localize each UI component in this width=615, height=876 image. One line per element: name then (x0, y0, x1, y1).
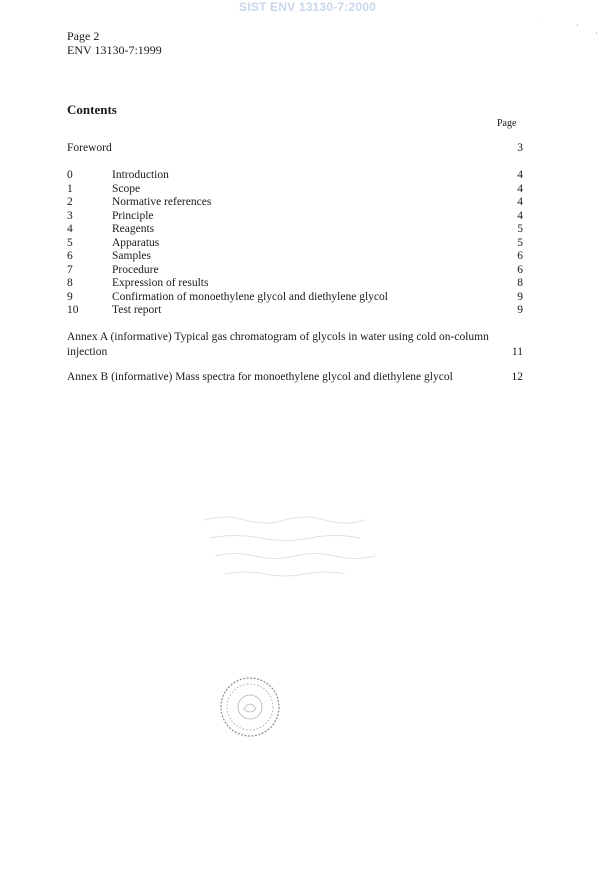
toc-title: Procedure (112, 263, 159, 276)
toc-row[interactable] (67, 195, 523, 209)
toc-row[interactable] (67, 290, 523, 304)
toc-row[interactable] (67, 168, 523, 182)
toc-number: 0 (67, 169, 73, 181)
toc-title: Scope (112, 182, 141, 195)
toc-number: 7 (67, 263, 73, 276)
toc-row[interactable] (67, 236, 523, 250)
toc-page: 4 (517, 196, 523, 208)
toc-number: 8 (67, 277, 73, 289)
toc-page: 3 (517, 142, 523, 154)
toc-title: Foreword (67, 142, 112, 154)
toc-number: 2 (67, 196, 73, 208)
page-number: Page 2 (67, 29, 100, 43)
scan-speck: · (540, 14, 543, 24)
toc-row[interactable] (67, 276, 523, 290)
toc-row[interactable] (67, 209, 523, 223)
toc-row[interactable] (67, 182, 523, 196)
faint-scan-artifact (195, 490, 395, 600)
toc-page: 5 (517, 223, 523, 235)
toc-page: 4 (517, 209, 523, 222)
contents-heading: Contents (67, 102, 117, 117)
toc-title: Reagents (112, 223, 155, 235)
toc-title: Test report (112, 304, 162, 316)
toc-title: Samples (112, 250, 151, 262)
page-column-label: Page (497, 118, 517, 129)
toc-page: 4 (517, 169, 523, 181)
toc-row[interactable] (67, 249, 523, 263)
toc-page: 11 (511, 346, 523, 358)
toc-title: Confirmation of monoethylene glycol and diethylene glycol (112, 290, 388, 303)
toc-number: 10 (67, 304, 79, 316)
toc-page: 4 (517, 182, 523, 195)
toc-page: 6 (517, 263, 523, 276)
watermark: SIST ENV 13130-7:2000 (239, 0, 376, 14)
toc-page: 9 (517, 304, 523, 316)
scan-speck: · (576, 20, 579, 30)
toc-number: 5 (67, 236, 73, 249)
toc-title: Expression of results (112, 277, 209, 289)
toc-row[interactable] (67, 303, 523, 317)
toc-page: 12 (511, 371, 523, 383)
toc-row[interactable] (67, 263, 523, 277)
toc-title: Apparatus (112, 236, 160, 249)
toc-number: 3 (67, 209, 73, 222)
toc-number: 4 (67, 223, 73, 235)
toc-number: 1 (67, 182, 73, 195)
seal-stamp (218, 675, 282, 739)
toc-annex-a[interactable] (67, 330, 523, 360)
standard-number: ENV 13130-7:1999 (67, 43, 162, 57)
scan-speck: · (595, 28, 598, 38)
toc-title: Introduction (112, 169, 169, 181)
toc-title: Annex B (informative) Mass spectra for monoethylene glycol and diethylene glycol (67, 371, 453, 383)
toc-row[interactable] (67, 222, 523, 236)
toc-annex-b[interactable] (67, 370, 523, 385)
toc-page: 8 (517, 277, 523, 289)
toc-number: 6 (67, 250, 73, 262)
toc-page: 5 (517, 236, 523, 249)
toc-page: 6 (517, 250, 523, 262)
toc-row-foreword[interactable] (67, 141, 523, 155)
toc-title: Principle (112, 209, 154, 222)
toc-title: Normative references (112, 196, 212, 208)
page-header (67, 29, 162, 57)
toc-number: 9 (67, 290, 73, 303)
toc-title: Annex A (informative) Typical gas chromatogram of glycols in water using cold on-column injection (67, 331, 489, 358)
toc-page: 9 (517, 290, 523, 303)
